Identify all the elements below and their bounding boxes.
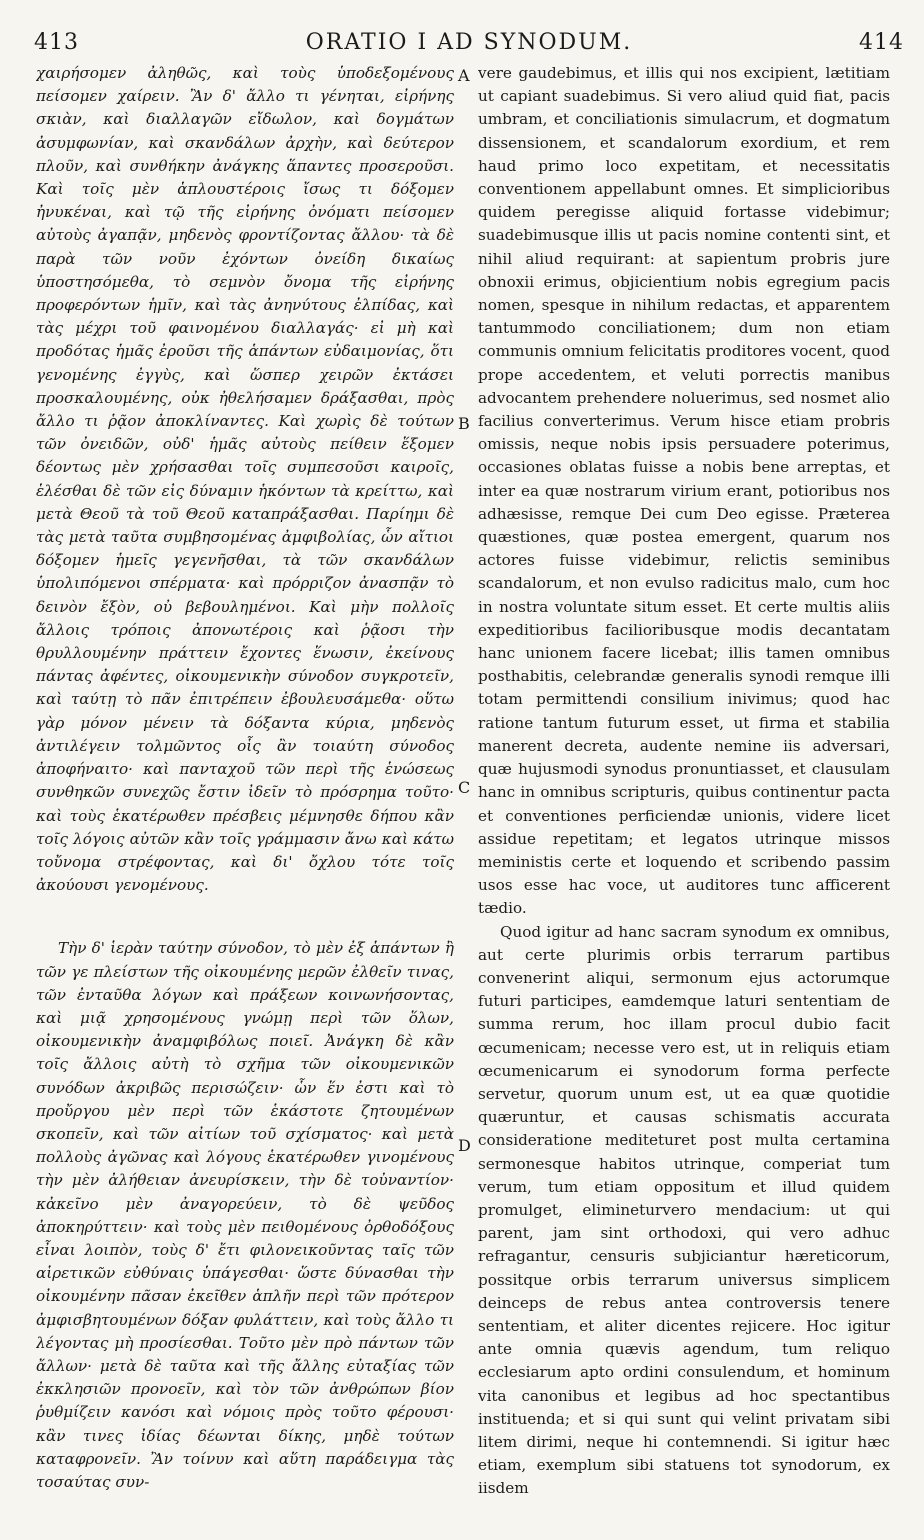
- running-title: ORATIO I AD SYNODUM.: [305, 30, 633, 55]
- latin-paragraph-1: vere gaudebimus, et illis qui nos excipient, lætitiam ut capiant suadebimus. Si vero aliud quid fiat, pacis umbram, et conciliationis simulacrum, et dogmatum dissensionem, et scandalorum exordium, et rem haud primo loco expetitam, et necessitatis conventionem appellabunt omnes. Et simplicioribus quidem peregisse aliquid fortasse videbimur; suadebimusque illis ut pacis nomine contenti sint, et nihil aliud requirant: at sapientum probris jure obnoxii erimus, objicientium nobis egregium pacis nomen, spesque in nihilum redactas, et apparentem tantummodo conciliationem; dum non etiam communis omnium felicitatis proditores vocent, quod prope accedentem, et veluti porrectis manibus advocantem prehendere noluerimus, sed nosmet alio facilius converterimus. Verum hisce etiam probris omissis, neque nobis ipsis persuadere poterimus, occasiones oblatas fuisse a nobis bene arreptas, et inter ea quæ nostrarum virium erant, potioribus nos adhæsisse, remque Dei cum Deo egisse. Præterea quæstiones, quæ postea emergent, quarum nos actores fuisse videbimur, relictis seminibus scandalorum, et non evulso radicitus malo, cum hoc in nostra voluntate situm esset. Et certe multis aliis expeditioribus facilioribusque modis decantatam hanc unionem facere licebat; illis tamen omnibus posthabitis, celebrandæ generalis synodi remque illi totam permittendi consilium inivimus; quod hac ratione tantum futurum esset, ut firma et stabilia manerent decreta, audente nemine iis adversari, quæ hujusmodi synodus pronuntiasset, et clausulam hanc in omnibus scripturis, quibus continentur pacta et conventiones perficiendæ unionis, videre licet assidue repetitam; et legatos utrinque missos meministis certe et loquendo et scribendo passim usos esse hac voce, ut auditores tunc afficerent tædio.: [478, 64, 890, 918]
- margin-letter-d: D: [458, 1136, 471, 1155]
- greek-paragraph-1: χαιρήσομεν ἀληθῶς, καὶ τοὺς ὑποδεξομένους πείσομεν χαίρειν. Ἂν δ' ἄλλο τι γένηται, εἰρήνης σκιὰν, καὶ διαλλαγῶν εἴδωλον, καὶ δογμάτων ἀσυμφωνίαν, καὶ σκανδάλων ἀρχὴν, καὶ δεύτερον πλοῦν, καὶ συνθήκην ἀνάγκης ἅπαντες προσεροῦσι. Καὶ τοῖς μὲν ἁπλουστέροις ἴσως τι δόξομεν ἠνυκέναι, καὶ τῷ τῆς εἰρήνης ὀνόματι πείσομεν αὐτοὺς ἀγαπᾷν, μηδενὸς φροντίζοντας ἄλλου· τὰ δὲ παρὰ τῶν νοῦν ἐχόντων ὀνείδη δικαίως ὑποστησόμεθα, τὸ σεμνὸν ὄνομα τῆς εἰρήνης προφερόντων ἡμῖν, καὶ τὰς ἀνηνύτους ἐλπίδας, καὶ τὰς μέχρι τοῦ φαινομένου διαλλαγάς· εἰ μὴ καὶ προδότας ἡμᾶς ἐροῦσι τῆς ἁπάντων εὐδαιμονίας, ὅτι γενομένης ἐγγὺς, καὶ ὥσπερ χειρῶν ἐκτάσει προσκαλουμένης, οὐκ ἠθελήσαμεν δράξασθαι, πρὸς ἄλλο τι ῥᾷον ἀποκλίναντες. Καὶ χωρὶς δὲ τούτων τῶν ὀνειδῶν, οὐδ' ἡμᾶς αὐτοὺς πείθειν ἕξομεν δέοντως μὲν χρήσασθαι τοῖς συμπεσοῦσι καιροῖς, ἑλέσθαι δὲ τῶν εἰς δύναμιν ἡκόντων τὰ κρείττω, καὶ μετὰ Θεοῦ τὰ τοῦ Θεοῦ καταπράξασθαι. Παρίημι δὲ τὰς μετὰ ταῦτα συμβησομένας ἀμφιβολίας, ὧν αἴτιοι δόξομεν ἡμεῖς γεγενῆσθαι, τὰ τῶν σκανδάλων ὑπολιπόμενοι σπέρματα· καὶ πρόρριζον ἀνασπᾷν τὸ δεινὸν ἔξὸν, οὐ βεβουλημένοι. Καὶ μὴν πολλοῖς ἄλλοις τρόποις ἀπονωτέροις καὶ ῥᾷοσι τὴν θρυλλουμένην πράττειν ἔχοντες ἕνωσιν, ἐκείνους πάντας ἀφέντες, οἰκουμενικὴν σύνοδον συγκροτεῖν, καὶ ταύτῃ τὸ πᾶν ἐπιτρέπειν ἐβουλευσάμεθα· οὕτω γὰρ μόνον μένειν τὰ δόξαντα κύρια, μηδενὸς ἀντιλέγειν τολμῶντος οἷς ἂν τοιαύτη σύνοδος ἀποφήναιτο· καὶ πανταχοῦ τῶν περὶ τῆς ἑνώσεως συνθηκῶν συνεχῶς ἔστιν ἰδεῖν τὸ πρόσρημα τοῦτο· καὶ τοὺς ἑκατέρωθεν πρέσβεις μέμνησθε δήπου κἂν τοῖς λόγοις αὐτῶν κἂν τοῖς γράμμασιν ἄνω καὶ κάτω τοὔνομα στρέφοντας, καὶ δι' ὄχλου τότε τοῖς ἀκούουσι γενομένους.: [36, 64, 454, 895]
- page-number-left: 413: [34, 30, 79, 55]
- margin-letter-b: B: [458, 414, 470, 433]
- page-number-right: 414: [859, 30, 904, 55]
- margin-letter-c: C: [458, 778, 471, 797]
- greek-paragraph-2: Τὴν δ' ἱερὰν ταύτην σύνοδον, τὸ μὲν ἐξ ἁπάντων ἢ τῶν γε πλείστων τῆς οἰκουμένης μερῶν ἐλθεῖν τινας, τῶν ἐνταῦθα λόγων καὶ πράξεων κοινωνήσοντας, καὶ μιᾷ χρησομένους γνώμῃ περὶ τῶν ὅλων, οἰκουμενικὴν ἀναμφιβόλως ποιεῖ. Ἀνάγκη δὲ κἂν τοῖς ἄλλοις αὐτὴ τὸ σχῆμα τῶν οἰκουμενικῶν συνόδων ἀκριβῶς περισώζειν· ὧν ἕν ἐστι καὶ τὸ προὔργου μὲν περὶ τῶν ἑκάστοτε ζητουμένων σκοπεῖν, καὶ τῶν αἰτίων τοῦ σχίσματος· καὶ μετὰ πολλοὺς ἀγῶνας καὶ λόγους ἑκατέρωθεν γινομένους τὴν μὲν ἀλήθειαν ἀνευρίσκειν, τὴν δὲ τοὐναντίον· κἀκεῖνο μὲν ἀναγορεύειν, τὸ δὲ ψεῦδος ἀποκηρύττειν· καὶ τοὺς μὲν πειθομένους ὀρθοδόξους εἶναι λοιπὸν, τοὺς δ' ἔτι φιλονεικοῦντας ταῖς τῶν αἱρετικῶν εὐθύναις ὑπάγεσθαι· ὥστε δύνασθαι τὴν οἰκουμένην πᾶσαν ἐκεῖθεν ἁπλῆν περὶ τῶν πρότερον ἀμφισβητουμένων δόξαν φυλάττειν, καὶ τοὺς ἄλλο τι λέγοντας μὴ προσίεσθαι. Τοῦτο μὲν πρὸ πάντων τῶν ἄλλων· μετὰ δὲ ταῦτα καὶ τῆς ἄλλης εὐταξίας τῶν ἐκκλησιῶν προνοεῖν, καὶ τὸν τῶν ἀνθρώπων βίον ῥυθμίζειν κανόσι καὶ νόμοις πρὸς τοῦτο φέρουσι· κἂν τινες ἰδίας δέωνται δίκης, μηδὲ τούτων καταφρονεῖν. Ἂν τοίνυν καὶ αὕτη παράδειγμα τὰς τοσαύτας συν-: [36, 939, 454, 1491]
- page-header: [34, 30, 904, 60]
- latin-paragraph-2: Quod igitur ad hanc sacram synodum ex omnibus, aut certe plurimis orbis terrarum partibus convenerint aliqui, sermonum ejus actorumque futuri participes, eamdemque laturi sententiam de summa rerum, hoc illam procul dubio facit œcumenicam; necesse vero est, ut in reliquis etiam œcumenicarum ei synodorum forma perfecte servetur, quorum unum est, ut ea quæ quotidie quæruntur, et causas schismatis accurata consideratione mediteturet post multa certamina sermonesque habitos utrinque, comperiat tum verum, tum etiam oppositum et illud quidem promulget, elimineturvero mendacium: ut qui parent, jam sint orthodoxi, qui vero adhuc refragantur, censuris subjiciantur hæreticorum, possitque orbis terrarum universus simplicem deinceps de rebus antea controversis tenere sententiam, et aliter dicentes rejicere. Hoc igitur ante omnia quævis agendum, tum reliquo ecclesiarum apto ordini consulendum, et hominum vita canonibus et legibus ad hoc spectantibus instituenda; et si qui sunt qui velint privatam sibi litem dirimi, neque hi contemnendi. Si igitur hæc etiam, exemplum sibi statuens tot synodorum, ex iisdem: [478, 922, 890, 1498]
- greek-text-column: [36, 62, 454, 1532]
- margin-letter-a: A: [458, 66, 470, 85]
- latin-text-column: [478, 62, 890, 1532]
